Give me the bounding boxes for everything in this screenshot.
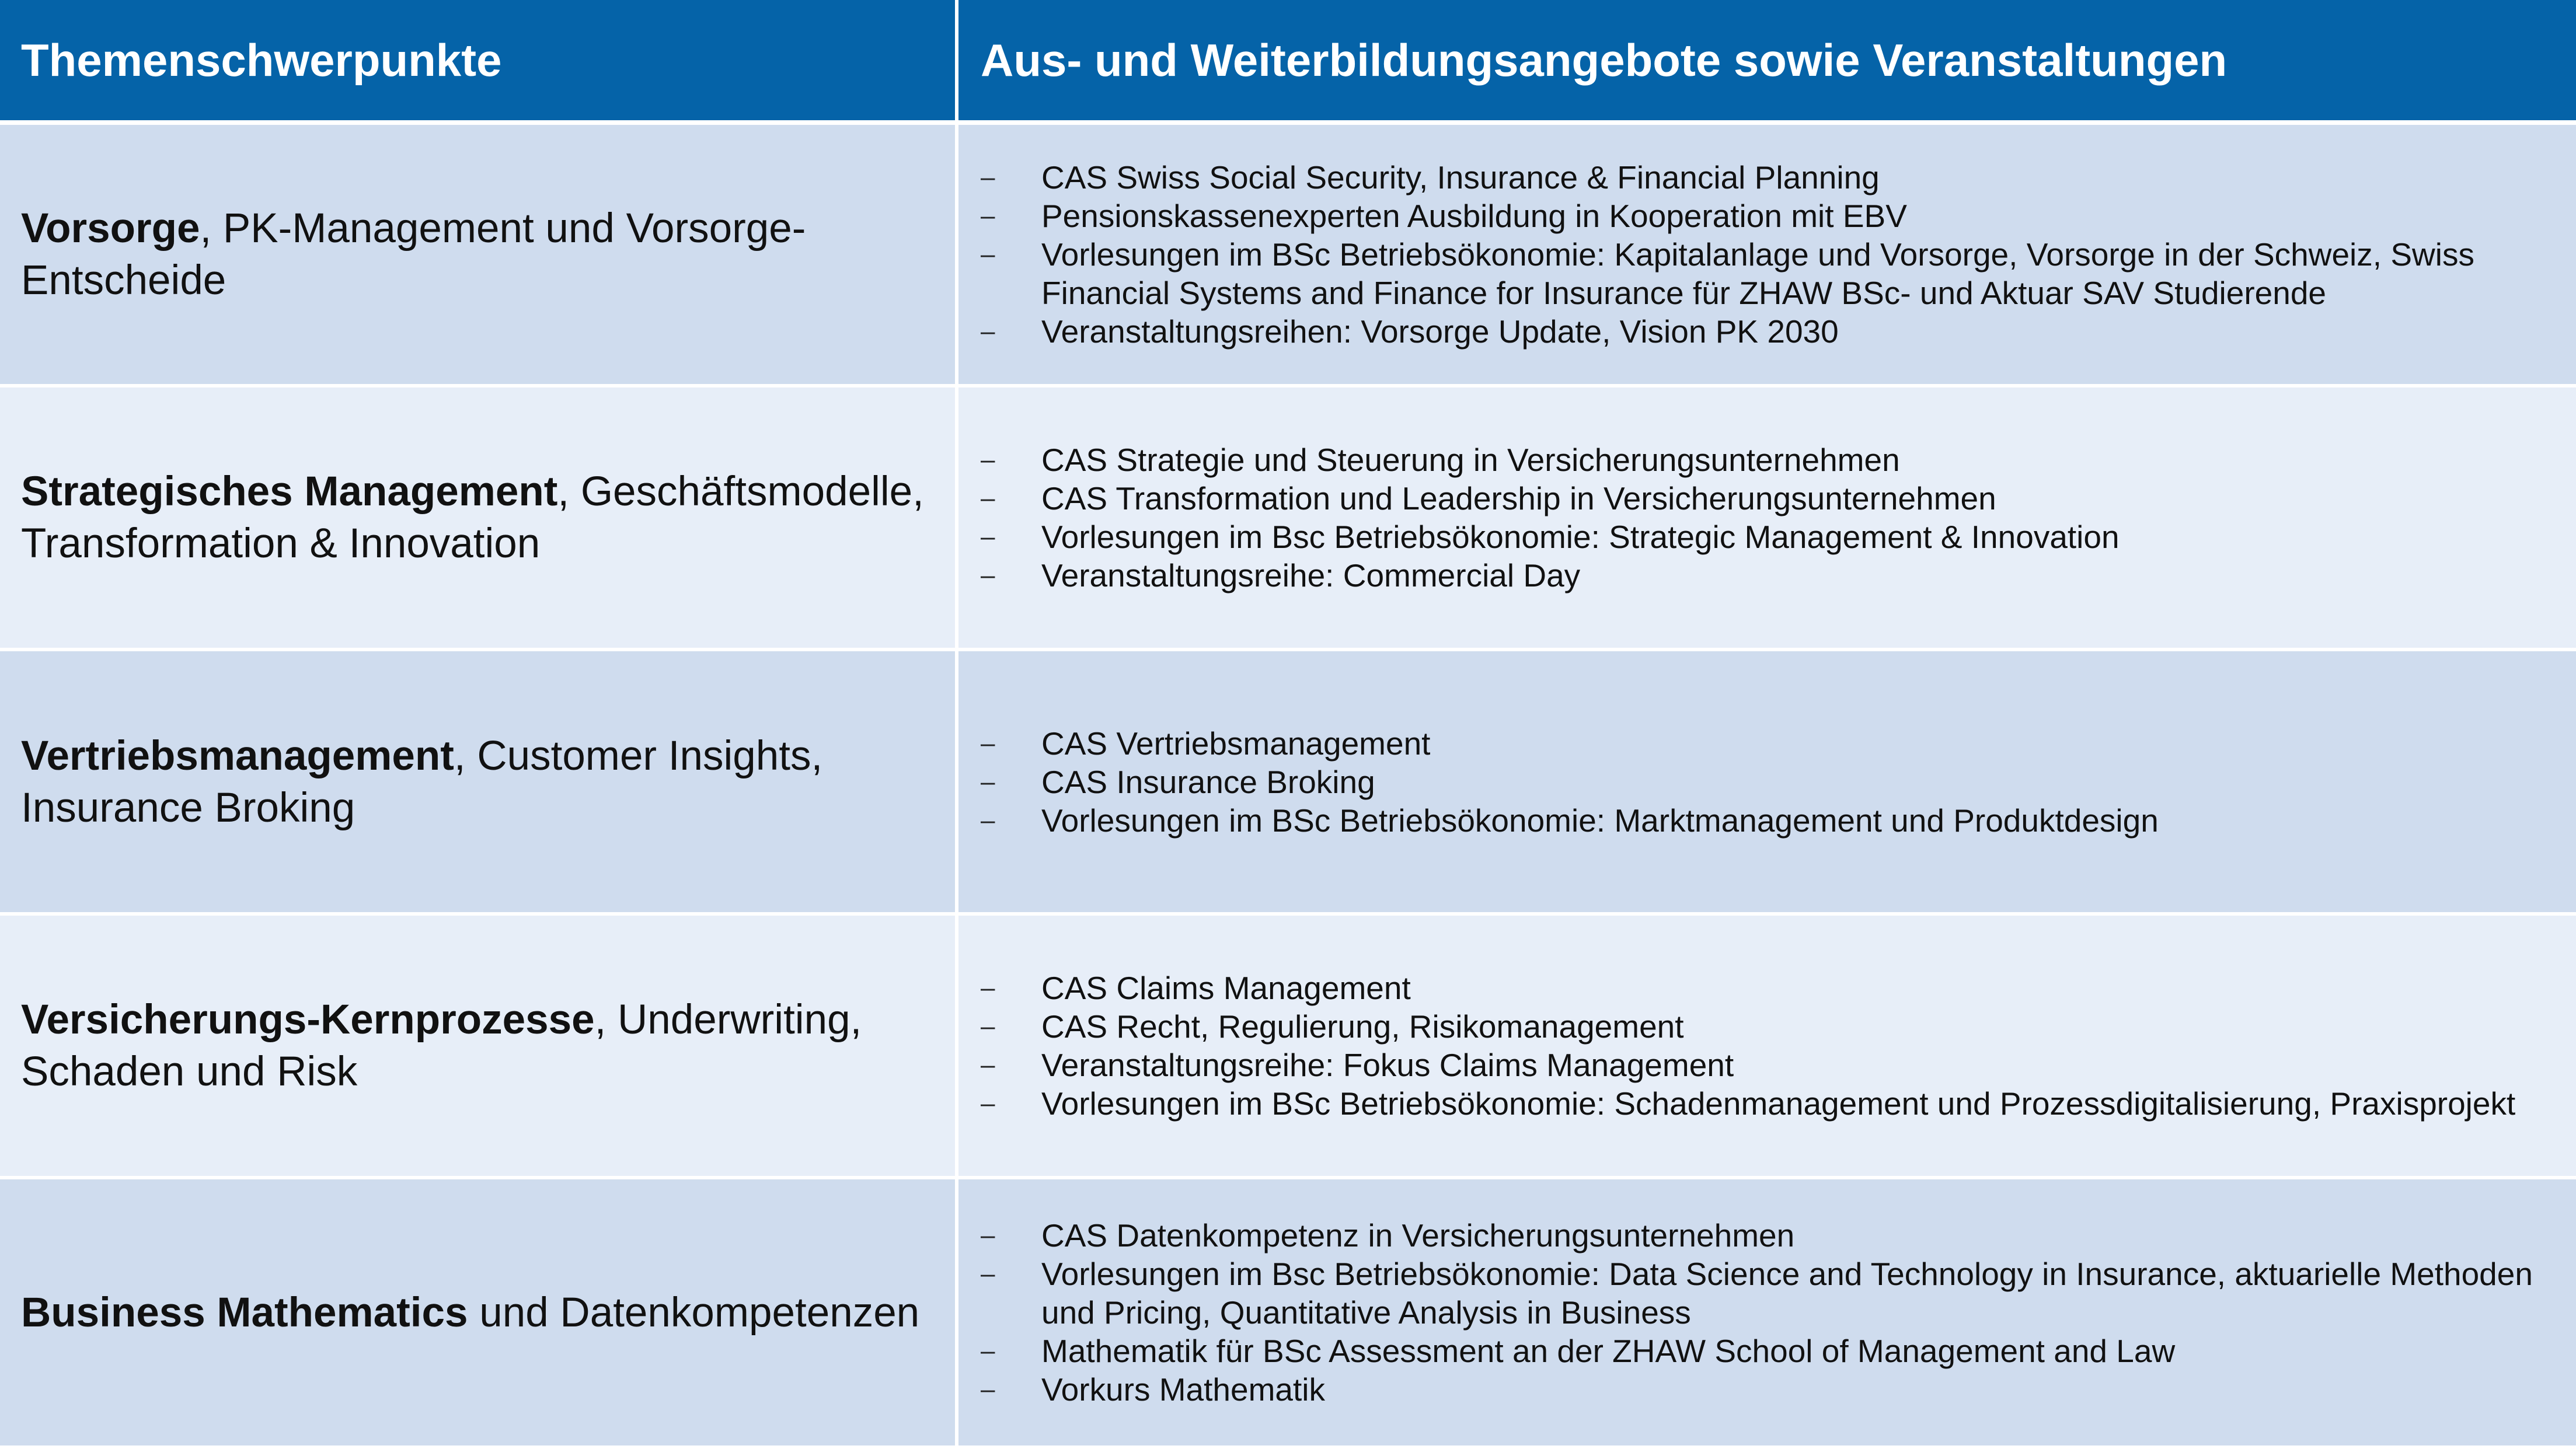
list-item: – CAS Transformation und Leadership in Versicherungsunternehmen [981,479,2553,518]
list-item: – Veranstaltungsreihe: Commercial Day [981,556,2553,595]
list-item: – Vorlesungen im Bsc Betriebsökonomie: Data Science and Technology in Insurance, aktuarielle Methoden und Pricing, Quantitative Analysis in Business [981,1255,2553,1332]
topic-rest: , Geschäftsmodelle, Transformation & Innovation [21,469,924,567]
list-item: – Veranstaltungsreihen: Vorsorge Update, Vision PK 2030 [981,312,2553,351]
offers-cell-mathematics [958,1179,2576,1449]
topic-cell-mathematics [0,1179,958,1449]
list-item: – Pensionskassenexperten Ausbildung in Kooperation mit EBV [981,197,2553,235]
offers-cell-sales [958,651,2576,916]
list-item: – Vorlesungen im BSc Betriebsökonomie: Marktmanagement und Produktdesign [981,801,2553,840]
list-item: – CAS Datenkompetenz in Versicherungsunternehmen [981,1216,2553,1255]
topic-bold: Vertriebsmanagement [21,732,454,779]
list-item: – Vorlesungen im BSc Betriebsökonomie: Kapitalanlage und Vorsorge, Vorsorge in der Schweiz, Swiss Financial Systems and Finance for Insurance für ZHAW BSc- und Aktuar SAV Studierende [981,235,2553,312]
topic-bold: Vorsorge [21,205,200,252]
topic-rest: , Underwriting, Schaden und Risk [21,997,862,1095]
topic-bold: Business Mathematics [21,1289,468,1336]
list-item: – CAS Vertriebsmanagement [981,724,2553,763]
offers-list [981,1216,2553,1409]
topic-cell-strategy [0,387,958,651]
header-offerings-label: Aus- und Weiterbildungsangebote sowie Veranstaltungen [981,34,2228,86]
topic-cell-sales [0,651,958,916]
offers-cell-strategy [958,387,2576,651]
topic-text [21,730,937,834]
topic-text [21,466,937,570]
list-item: – CAS Strategie und Steuerung in Versicherungsunternehmen [981,441,2553,479]
list-item: – Vorkurs Mathematik [981,1370,2553,1409]
topic-rest: und Datenkompetenzen [468,1289,920,1336]
list-item: – CAS Swiss Social Security, Insurance & Financial Planning [981,158,2553,197]
offers-list [981,158,2553,351]
list-item: – Vorlesungen im Bsc Betriebsökonomie: Strategic Management & Innovation [981,518,2553,556]
list-item: – CAS Recht, Regulierung, Risikomanagement [981,1007,2553,1046]
topic-rest: , PK-Management und Vorsorge-Entscheide [21,205,806,303]
topic-text [21,1287,919,1339]
offers-list [981,724,2553,840]
topic-bold: Strategisches Management [21,469,558,515]
list-item: – CAS Claims Management [981,969,2553,1007]
topic-bold: Versicherungs-Kernprozesse [21,997,595,1043]
topic-rest: , Customer Insights, Insurance Broking [21,732,823,831]
list-item: – Mathematik für BSc Assessment an der ZHAW School of Management and Law [981,1332,2553,1370]
topic-text [21,994,937,1098]
header-offerings [958,0,2576,125]
header-topics [0,0,958,125]
list-item: – Veranstaltungsreihe: Fokus Claims Management [981,1046,2553,1084]
offers-list [981,969,2553,1123]
list-item: – Vorlesungen im BSc Betriebsökonomie: Schadenmanagement und Prozessdigitalisierung, Praxisprojekt [981,1084,2553,1123]
offers-list [981,441,2553,595]
offers-cell-vorsorge [958,125,2576,387]
header-topics-label: Themenschwerpunkte [21,34,502,86]
topic-cell-vorsorge [0,125,958,387]
offers-cell-core-processes [958,916,2576,1179]
topic-cell-core-processes [0,916,958,1179]
topic-text [21,202,937,306]
list-item: – CAS Insurance Broking [981,763,2553,801]
